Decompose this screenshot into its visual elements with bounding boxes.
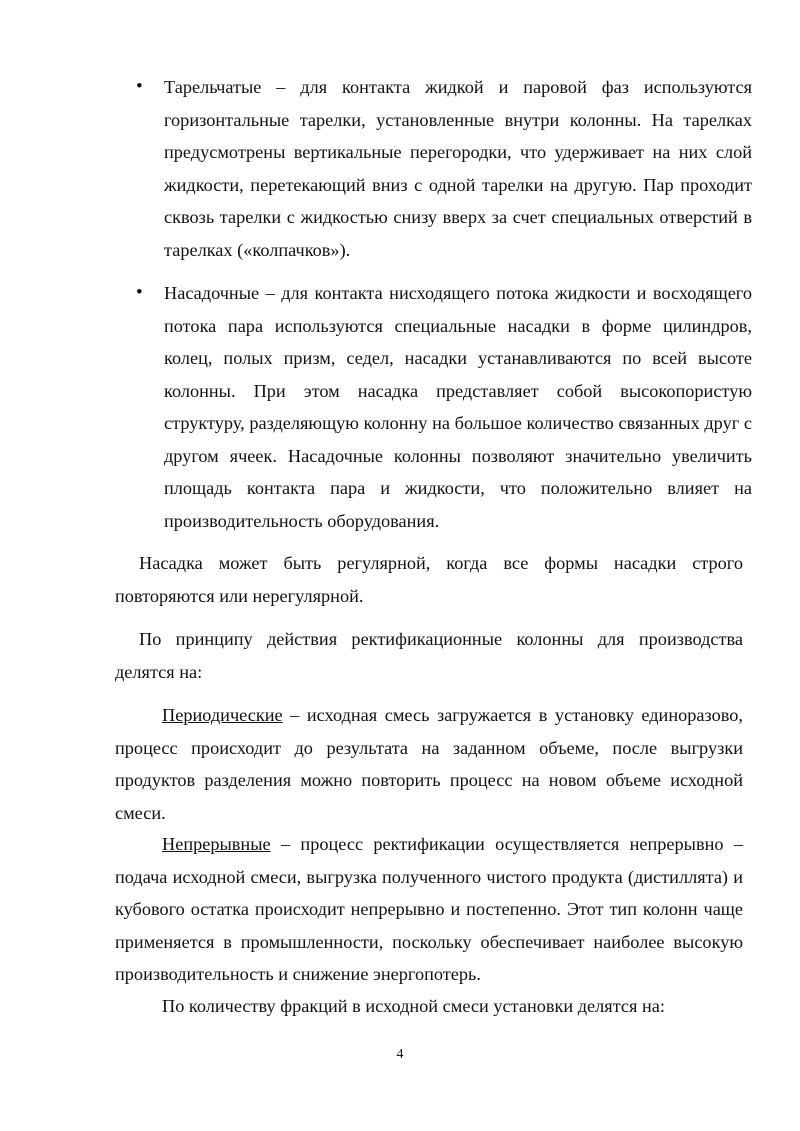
- bullet-marker: •: [136, 76, 143, 97]
- paragraph-principle: По принципу действия ректификационные колонны для производства делятся на:: [115, 629, 743, 682]
- continuous-description: – процесс ректификации осуществляется непрерывно – подача исходной смеси, выгрузка полученного чистого продукта (дистиллята) и кубового остатка происходит непрерывно и постепенно. Этот тип колонн чаще применяется в промышленности, поскольку обеспечивает наиболее высокую производительность и снижение энергопотерь.: [115, 834, 743, 984]
- list-item-plate-columns: [136, 71, 752, 266]
- bullet-marker: •: [136, 282, 143, 303]
- term-continuous: Непрерывные: [162, 834, 271, 854]
- paragraph-continuous: [115, 828, 743, 991]
- paragraph-fractions: По количеству фракций в исходной смеси установки делятся на:: [162, 996, 665, 1016]
- list-item-text: Насадочные – для контакта нисходящего потока жидкости и восходящего потока пара используются специальные насадки в форме цилиндров, колец, полых призм, седел, насадки устанавливаются по всей высоте колонны. При этом насадка представляет собой высокопористую структуру, разделяющую колонну на большое количество связанных друг с другом ячеек. Насадочные колонны позволяют значительно увеличить площадь контакта пара и жидкости, что положительно влияет на производительность оборудования.: [164, 283, 752, 531]
- list-item-text: Тарельчатые – для контакта жидкой и паровой фаз используются горизонтальные тарелки, установленные внутри колонны. На тарелках предусмотрены вертикальные перегородки, что удерживает на них слой жидкости, перетекающий вниз с одной тарелки на другую. Пар проходит сквозь тарелки с жидкостью снизу вверх за счет специальных отверстий в тарелках («колпачков»).: [164, 77, 752, 260]
- list-item-packed-columns: [136, 277, 752, 537]
- paragraph-packing-types: Насадка может быть регулярной, когда все формы насадки строго повторяются или нерегулярной.: [115, 553, 743, 606]
- term-periodic: Периодические: [162, 705, 283, 725]
- periodic-description: – исходная смесь загружается в установку единоразово, процесс происходит до результата на заданном объеме, после выгрузки продуктов разделения можно повторить процесс на новом объеме исходной смеси.: [115, 705, 743, 823]
- paragraph-periodic: [115, 699, 743, 829]
- page-number: 4: [396, 1047, 404, 1062]
